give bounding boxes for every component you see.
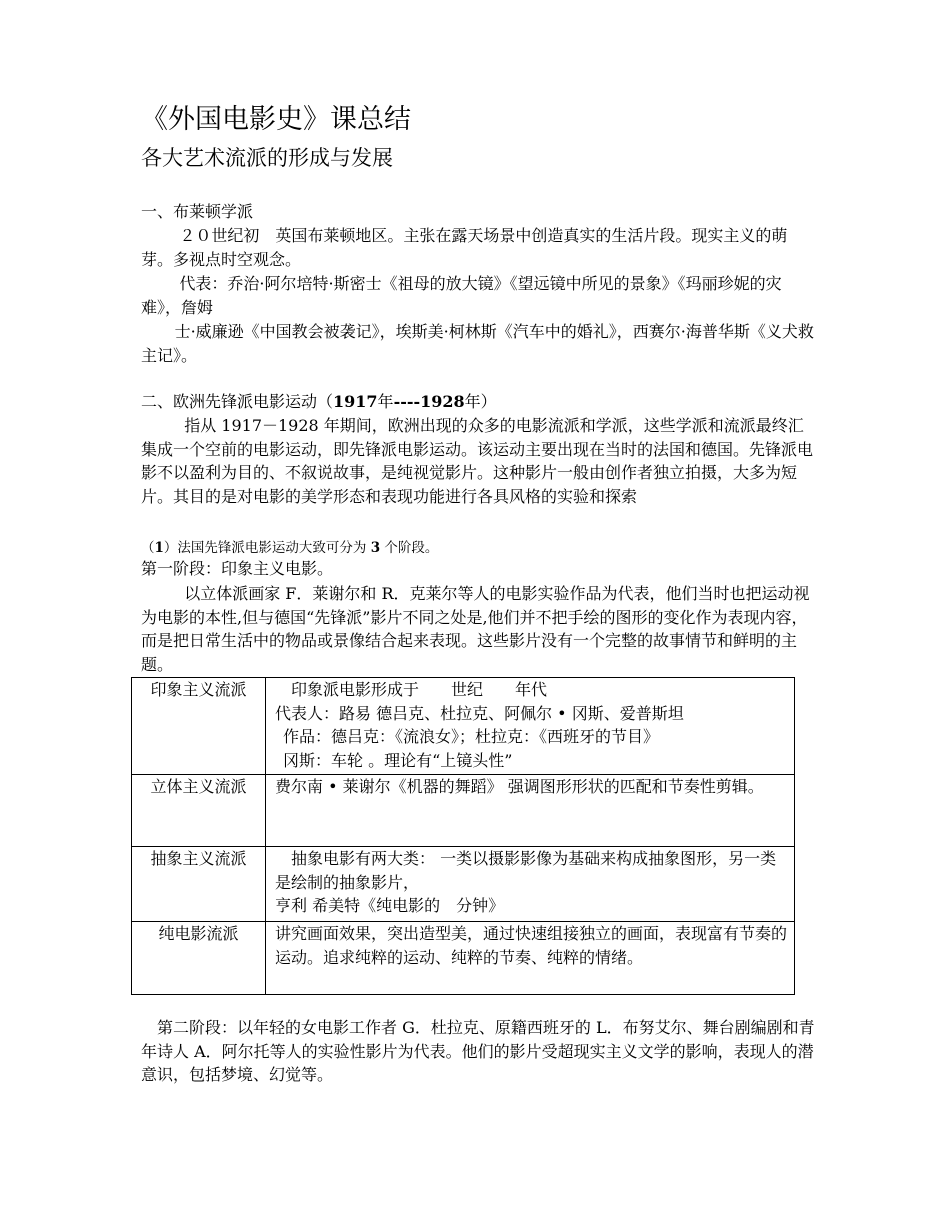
table-row — [132, 775, 795, 847]
stage1-para: 以立体派画家 F．莱谢尔和 R．克莱尔等人的电影实验作品为代表，他们当时也把运动视为电影的本性,但与德国“先锋派”影片不同之处是,他们并不把手绘的图形的变化作为表现内容，而是把日常生活中的物品或景像结合起来表现。这些影片没有一个完整的故事情节和鲜明的主题。 — [141, 584, 810, 674]
section2-heading: 二、欧洲先锋派电影运动（1917年----1928年） — [141, 392, 497, 411]
table-cell-school-name: 抽象主义流派 — [132, 847, 266, 922]
table-cell-school-name: 纯电影流派 — [132, 922, 266, 995]
section1-para3: 士·威廉逊《中国教会被袭记》，埃斯美·柯林斯《汽车中的婚礼》，西赛尔·海普华斯《义犬救主记》。 — [141, 322, 814, 365]
stage-count-note: （1）法国先锋派电影运动大致可分为 3 个阶段。 — [141, 540, 439, 556]
table-cell-school-name: 印象主义流派 — [132, 678, 266, 775]
stage2-para: 第二阶段：以年轻的女电影工作者 G．杜拉克、原籍西班牙的 L．布努艾尔、舞台剧编剧和青年诗人 A．阿尔托等人的实验性影片为代表。他们的影片受超现实主义文学的影响，表现人的潜意识，包括梦境、幻觉等。 — [141, 1018, 815, 1084]
document-subtitle: 各大艺术流派的形成与发展 — [141, 146, 393, 170]
section1-heading: 一、布莱顿学派 — [141, 202, 254, 221]
table-row — [132, 922, 795, 995]
section2-para1: 指从 1917－1928 年期间，欧洲出现的众多的电影流派和学派，这些学派和流派最终汇集成一个空前的电影运动，即先锋派电影运动。该运动主要出现在当时的法国和德国。先锋派电影不以盈利为目的、不叙说故事，是纯视觉影片。这种影片一般由创作者独立拍摄，大多为短片。其目的是对电影的美学形态和表现功能进行各具风格的实验和探索 — [141, 416, 814, 506]
table-cell-school-name: 立体主义流派 — [132, 775, 266, 847]
section1-para1: ２０世纪初 英国布莱顿地区。主张在露天场景中创造真实的生活片段。现实主义的萌芽。多视点时空观念。 — [141, 226, 788, 269]
document-title: 《外国电影史》课总结 — [141, 104, 411, 135]
schools-table — [131, 677, 795, 995]
stage1-heading: 第一阶段：印象主义电影。 — [141, 559, 334, 578]
table-cell-description: 费尔南 • 莱谢尔《机器的舞蹈》 强调图形形状的匹配和节奏性剪辑。 — [266, 775, 795, 847]
table-row — [132, 847, 795, 922]
table-cell-description: 讲究画面效果，突出造型美，通过快速组接独立的画面，表现富有节奏的运动。追求纯粹的运动、纯粹的节奏、纯粹的情绪。 — [266, 922, 795, 995]
table-cell-description: 印象派电影形成于 世纪 年代 代表人：路易 德吕克、杜拉克、阿佩尔 • 冈斯、爱普斯坦 作品：德吕克：《流浪女》；杜拉克：《西班牙的节目》 冈斯：车轮 。理论有“上镜头性” — [266, 678, 795, 775]
table-cell-description: 抽象电影有两大类： 一类以摄影影像为基础来构成抽象图形，另一类是绘制的抽象影片， 亨利 希美特《纯电影的 分钟》 — [266, 847, 795, 922]
table-row — [132, 678, 795, 775]
section1-para2: 代表：乔治·阿尔培特·斯密士《祖母的放大镜》《望远镜中所见的景象》《玛丽珍妮的灾难》，詹姆 — [141, 274, 782, 317]
